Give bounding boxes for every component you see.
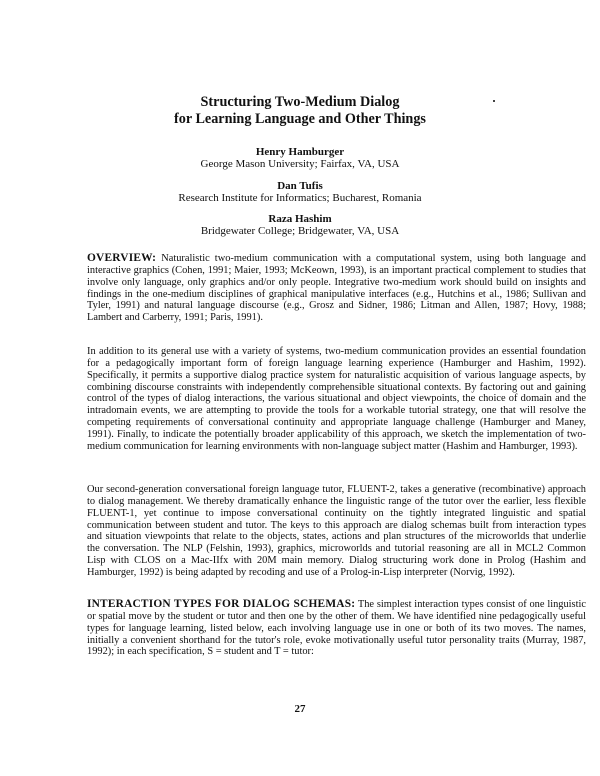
- overview-text: Naturalistic two-medium communication with a computational system, using both language and interactive graphics (Cohen, 1991; Maier, 1993; McKeown, 1993), is an important practical complement to studies that involve only language, only graphics and/or only people. Integrative two-medium work should build on insights and findings in the one-medium disciplines of graphical manipulative interfaces (e.g., Hutchins et al., 1986; Sullivan and Tyler, 1991) and natural language discourse (e.g., Grosz and Sidner, 1986; Litman and Allen, 1987; Hovy, 1988; Lambert and Carberry, 1991; Paris, 1991).: [87, 253, 586, 324]
- overview-paragraph: [87, 253, 586, 324]
- scan-speck: [493, 100, 495, 102]
- author-3-affiliation: Bridgewater College; Bridgewater, VA, USA: [200, 225, 400, 237]
- interaction-types-heading: INTERACTION TYPES FOR DIALOG SCHEMAS:: [87, 598, 356, 610]
- interaction-types-paragraph: [87, 599, 586, 658]
- author-2-name: Dan Tufis: [277, 180, 323, 192]
- author-2-affiliation: Research Institute for Informatics; Bucharest, Romania: [178, 192, 422, 204]
- page-number: 27: [294, 703, 306, 715]
- title-line-1: Structuring Two-Medium Dialog: [200, 94, 400, 110]
- title-line-2: for Learning Language and Other Things: [174, 111, 426, 127]
- author-1-name: Henry Hamburger: [255, 146, 345, 158]
- interaction-types-text: The simplest interaction types consist of one linguistic or spatial move by the student or tutor and then one by the other of them. We have identified nine pedagogically useful types for language learning, listed below, each involving language use in one or both of its two moves. The names, initially a convenient shorthand for the tutor's role, evoke motivationally useful tutor personality traits (Murray, 1987, 1992); in each specification, S = student and T = tutor:: [87, 599, 586, 658]
- paper-title: [120, 94, 480, 128]
- author-1-affiliation: George Mason University; Fairfax, VA, USA: [200, 158, 400, 170]
- overview-heading: OVERVIEW:: [87, 252, 157, 264]
- body-paragraph-2: In addition to its general use with a variety of systems, two-medium communication provides an essential foundation for a pedagogically important form of foreign language learning experience (Hamburger and Hashim, 1992). Specifically, it permits a supportive dialog practice system for naturalistic acquisition of various language aspects, by combining discourse constraints with independently comprehensible situational contexts. By factoring out and gaining control of the types of dialog interactions, the various situational and object viewpoints, the choice of domain and the intradomain events, we are attempting to provide the tools for a workable tutorial strategy, one that will resolve the competing requirements of conversational continuity and appropriate language challenge (Hamburger and Maney, 1991). Finally, to indicate the potentially broader applicability of this approach, we sketch the implementation of two-medium communication for learning environments with non-language subject matter (Hashim and Hamburger, 1993).: [87, 346, 586, 452]
- author-3-name: Raza Hashim: [268, 213, 332, 225]
- body-paragraph-3: Our second-generation conversational foreign language tutor, FLUENT-2, takes a generative (recombinative) approach to dialog management. We thereby dramatically enhance the linguistic range of the tutor over the earlier, less flexible FLUENT-1, yet continue to impose conversational continuity on the tightly integrated linguistic and spatial communication between student and tutor. The keys to this approach are dialog schemas built from interaction types and situation viewpoints that relate to the objects, states, actions and plan structures of the microworlds that underlie the conversation. The NLP (Felshin, 1993), graphics, microworlds and tutorial reasoning are all in MCL2 Common Lisp with CLOS on a Mac-IIfx with 20M main memory. Dialog structuring work done in Prolog (Hashim and Hamburger, 1992) is being adapted by recoding and use of a Prolog-in-Lisp interpreter (Norvig, 1992).: [87, 484, 586, 578]
